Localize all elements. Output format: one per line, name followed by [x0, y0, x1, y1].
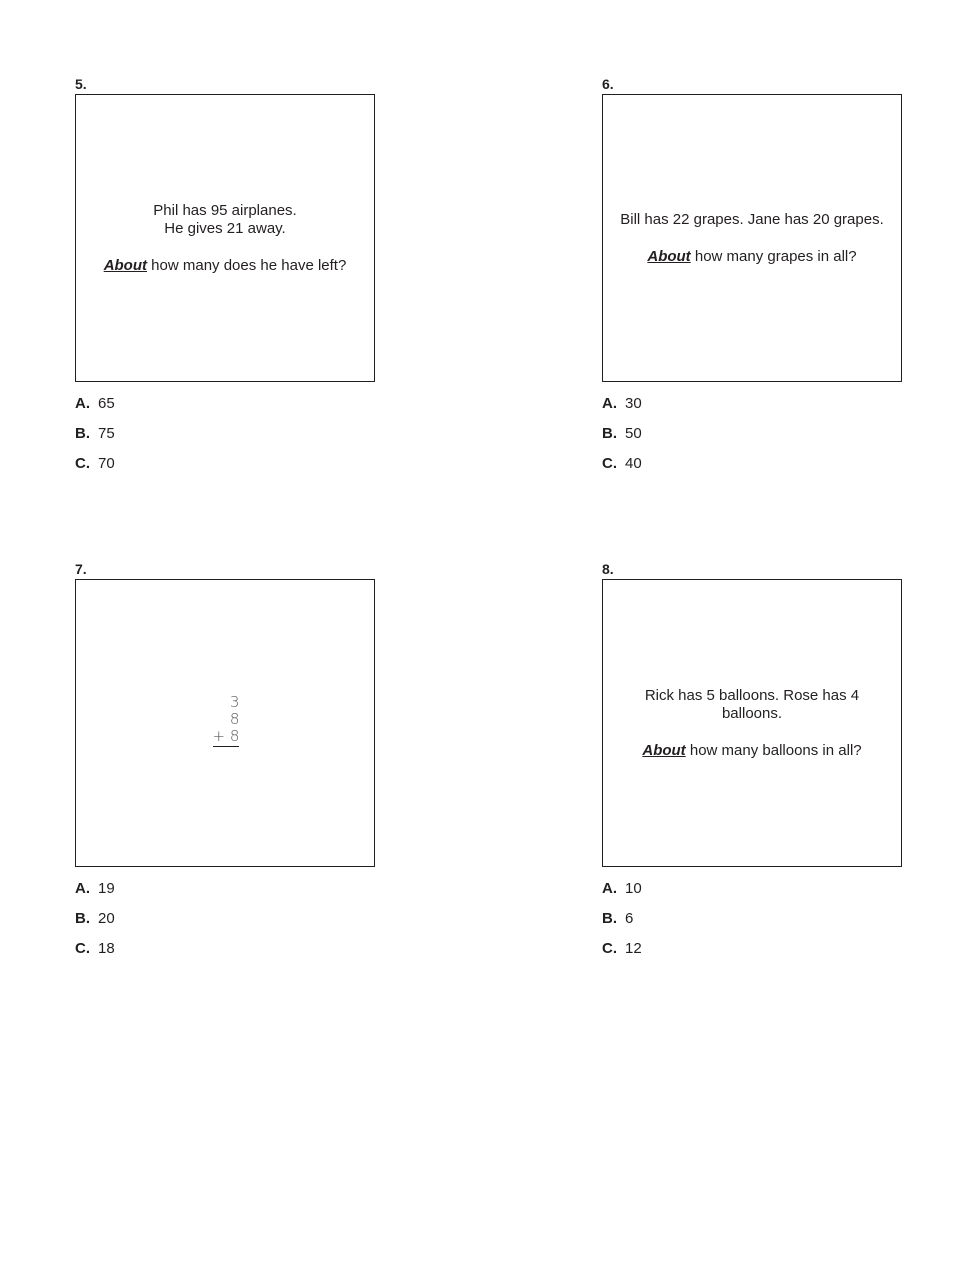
answer-letter: C. [75, 455, 90, 472]
answer-choices [75, 880, 115, 970]
question-rest: how many grapes in all? [690, 247, 857, 265]
question-box [75, 94, 375, 382]
question-number: 5. [75, 76, 87, 92]
question-text [612, 211, 892, 266]
answer-letter: B. [602, 425, 617, 442]
answer-letter: A. [75, 395, 90, 412]
question-box [75, 579, 375, 867]
answer-choice-c[interactable] [602, 940, 642, 970]
answer-choice-c[interactable] [602, 455, 642, 485]
answer-letter: A. [602, 395, 617, 412]
answer-choice-b[interactable] [75, 425, 115, 455]
answer-letter: A. [75, 880, 90, 897]
answer-letter: B. [602, 910, 617, 927]
question-text [603, 687, 901, 760]
question-prompt [620, 248, 884, 266]
question-number: 6. [602, 76, 614, 92]
question-number: 7. [75, 561, 87, 577]
question-box [602, 579, 902, 867]
question-rest: how many balloons in all? [685, 741, 862, 759]
answer-value: 19 [98, 880, 115, 897]
answer-value: 50 [625, 425, 642, 442]
about-word: About [642, 741, 686, 759]
answer-letter: C. [602, 455, 617, 472]
question-line: He gives 21 away. [164, 219, 286, 237]
addend: 8 [229, 709, 240, 728]
answer-value: 10 [625, 880, 642, 897]
answer-choice-a[interactable] [602, 395, 642, 425]
answer-letter: B. [75, 425, 90, 442]
answer-value: 6 [625, 910, 634, 927]
answer-letter: A. [602, 880, 617, 897]
answer-value: 75 [98, 425, 115, 442]
question-text [96, 202, 355, 275]
answer-choices [75, 395, 115, 485]
answer-choice-b[interactable] [75, 910, 115, 940]
question-line: Bill has 22 grapes. Jane has 20 grapes. [620, 210, 884, 228]
answer-value: 70 [98, 455, 115, 472]
addend: 3 [229, 692, 240, 711]
answer-value: 12 [625, 940, 642, 957]
answer-letter: C. [75, 940, 90, 957]
answer-choice-a[interactable] [75, 880, 115, 910]
question-number: 8. [602, 561, 614, 577]
about-word: About [647, 247, 691, 265]
question-line: Rick has 5 balloons. Rose has 4 balloons. [644, 686, 860, 722]
answer-value: 30 [625, 395, 642, 412]
answer-choices [602, 880, 642, 970]
answer-letter: B. [75, 910, 90, 927]
answer-value: 65 [98, 395, 115, 412]
answer-choice-a[interactable] [75, 395, 115, 425]
answer-value: 18 [98, 940, 115, 957]
answer-value: 20 [98, 910, 115, 927]
question-box [602, 94, 902, 382]
answer-choices [602, 395, 642, 485]
answer-value: 40 [625, 455, 642, 472]
answer-choice-b[interactable] [602, 910, 642, 940]
answer-choice-a[interactable] [602, 880, 642, 910]
about-word: About [103, 256, 148, 274]
answer-letter: C. [602, 940, 617, 957]
addition-problem [213, 694, 240, 747]
answer-choice-b[interactable] [602, 425, 642, 455]
question-rest: how many does he have left? [147, 256, 347, 274]
question-line: Phil has 95 airplanes. [153, 201, 297, 219]
question-prompt [625, 742, 879, 760]
answer-choice-c[interactable] [75, 940, 115, 970]
question-prompt [104, 257, 347, 275]
answer-choice-c[interactable] [75, 455, 115, 485]
addend-with-plus: + 8 [212, 726, 240, 745]
